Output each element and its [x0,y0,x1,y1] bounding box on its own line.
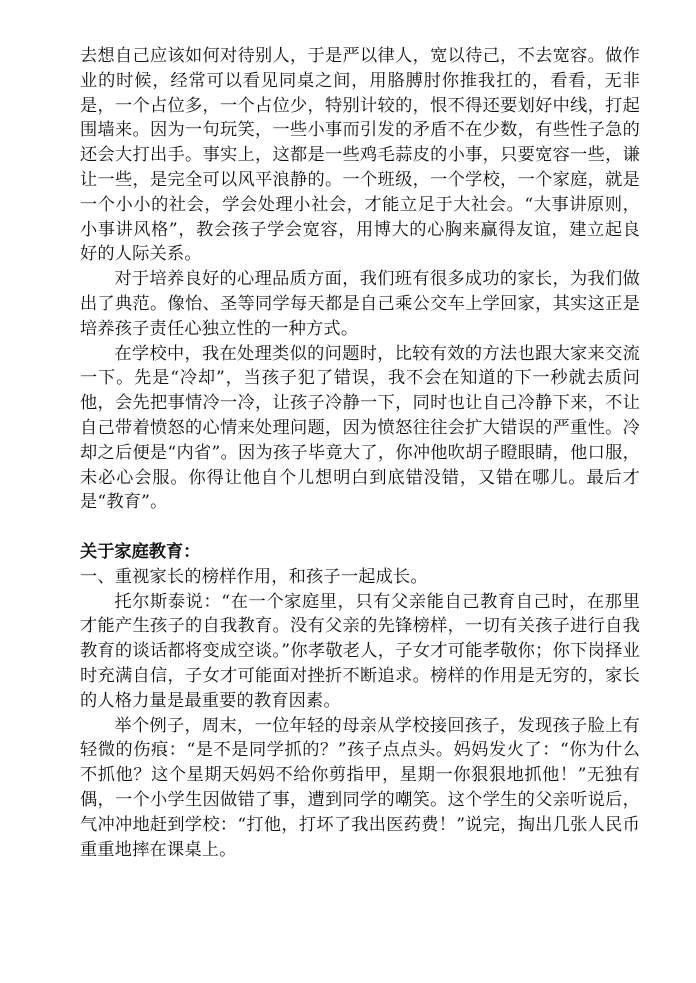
section-spacer [80,515,640,540]
paragraph-tolstoy-quote: 托尔斯泰说：“在一个家庭里，只有父亲能自己教育自己时，在那里才能产生孩子的自我教育。没有父亲的先锋榜样，一切有关孩子进行自我教育的谈话都将变成空谈。”你孝敬老人，子女才可能孝敬你；你下岗择业时充满自信，子女才可能面对挫折不断追求。榜样的作用是无穷的，家长的人格力量是最重要的教育因素。 [80,591,640,711]
paragraph-example-story: 举个例子，周末，一位年轻的母亲从学校接回孩子，发现孩子脸上有轻微的伤痕：“是不是同学抓的？”孩子点点头。妈妈发火了：“你为什么不抓他？这个星期天妈妈不给你剪指甲，星期一你狠狠地抓他！”无独有偶，一个小学生因做错了事，遭到同学的嘲笑。这个学生的父亲听说后，气冲冲地赶到学校：“打他，打坏了我出医药费！”说完，掏出几张人民币重重地摔在课桌上。 [80,715,640,860]
subheading-role-model: 一、重视家长的榜样作用，和孩子一起成长。 [80,566,428,587]
paragraph-cooling-method: 在学校中，我在处理类似的问题时，比较有效的方法也跟大家来交流一下。先是“冷却”，当孩子犯了错误，我不会在知道的下一秒就去质问他，会先把事情冷一冷，让孩子冷静一下，同时也让自己冷静下来，不让自己带着愤怒的心情来处理问题，因为愤怒往往会扩大错误的严重性。冷却之后便是“内省”。因为孩子毕竟大了，你冲他吹胡子瞪眼睛，他口服，未必心会服。你得让他自个儿想明白到底错没错，又错在哪儿。最后才是“教育”。 [80,343,640,513]
paragraph-psychological-quality: 对于培养良好的心理品质方面，我们班有很多成功的家长，为我们做出了典范。像怡、圣等同学每天都是自己乘公交车上学回家，其实这正是培养孩子责任心独立性的一种方式。 [80,269,640,339]
document-page [80,44,640,862]
paragraph-tolerance: 去想自己应该如何对待别人，于是严以律人，宽以待己，不去宽容。做作业的时候，经常可以看见同桌之间，用胳膊肘你推我扛的，看看，无非是，一个占位多，一个占位少，特别计较的，恨不得还要划好中线，打起围墙来。因为一句玩笑，一些小事而引发的矛盾不在少数，有些性子急的还会大打出手。事实上，这都是一些鸡毛蒜皮的小事，只要宽容一些，谦让一些，是完全可以风平浪静的。一个班级，一个学校，一个家庭，就是一个小小的社会，学会处理小社会，才能立足于大社会。“大事讲原则，小事讲风格”，教会孩子学会宽容，用博大的心胸来赢得友谊，建立起良好的人际关系。 [80,46,640,265]
section-heading-family-education: 关于家庭教育： [80,541,201,562]
